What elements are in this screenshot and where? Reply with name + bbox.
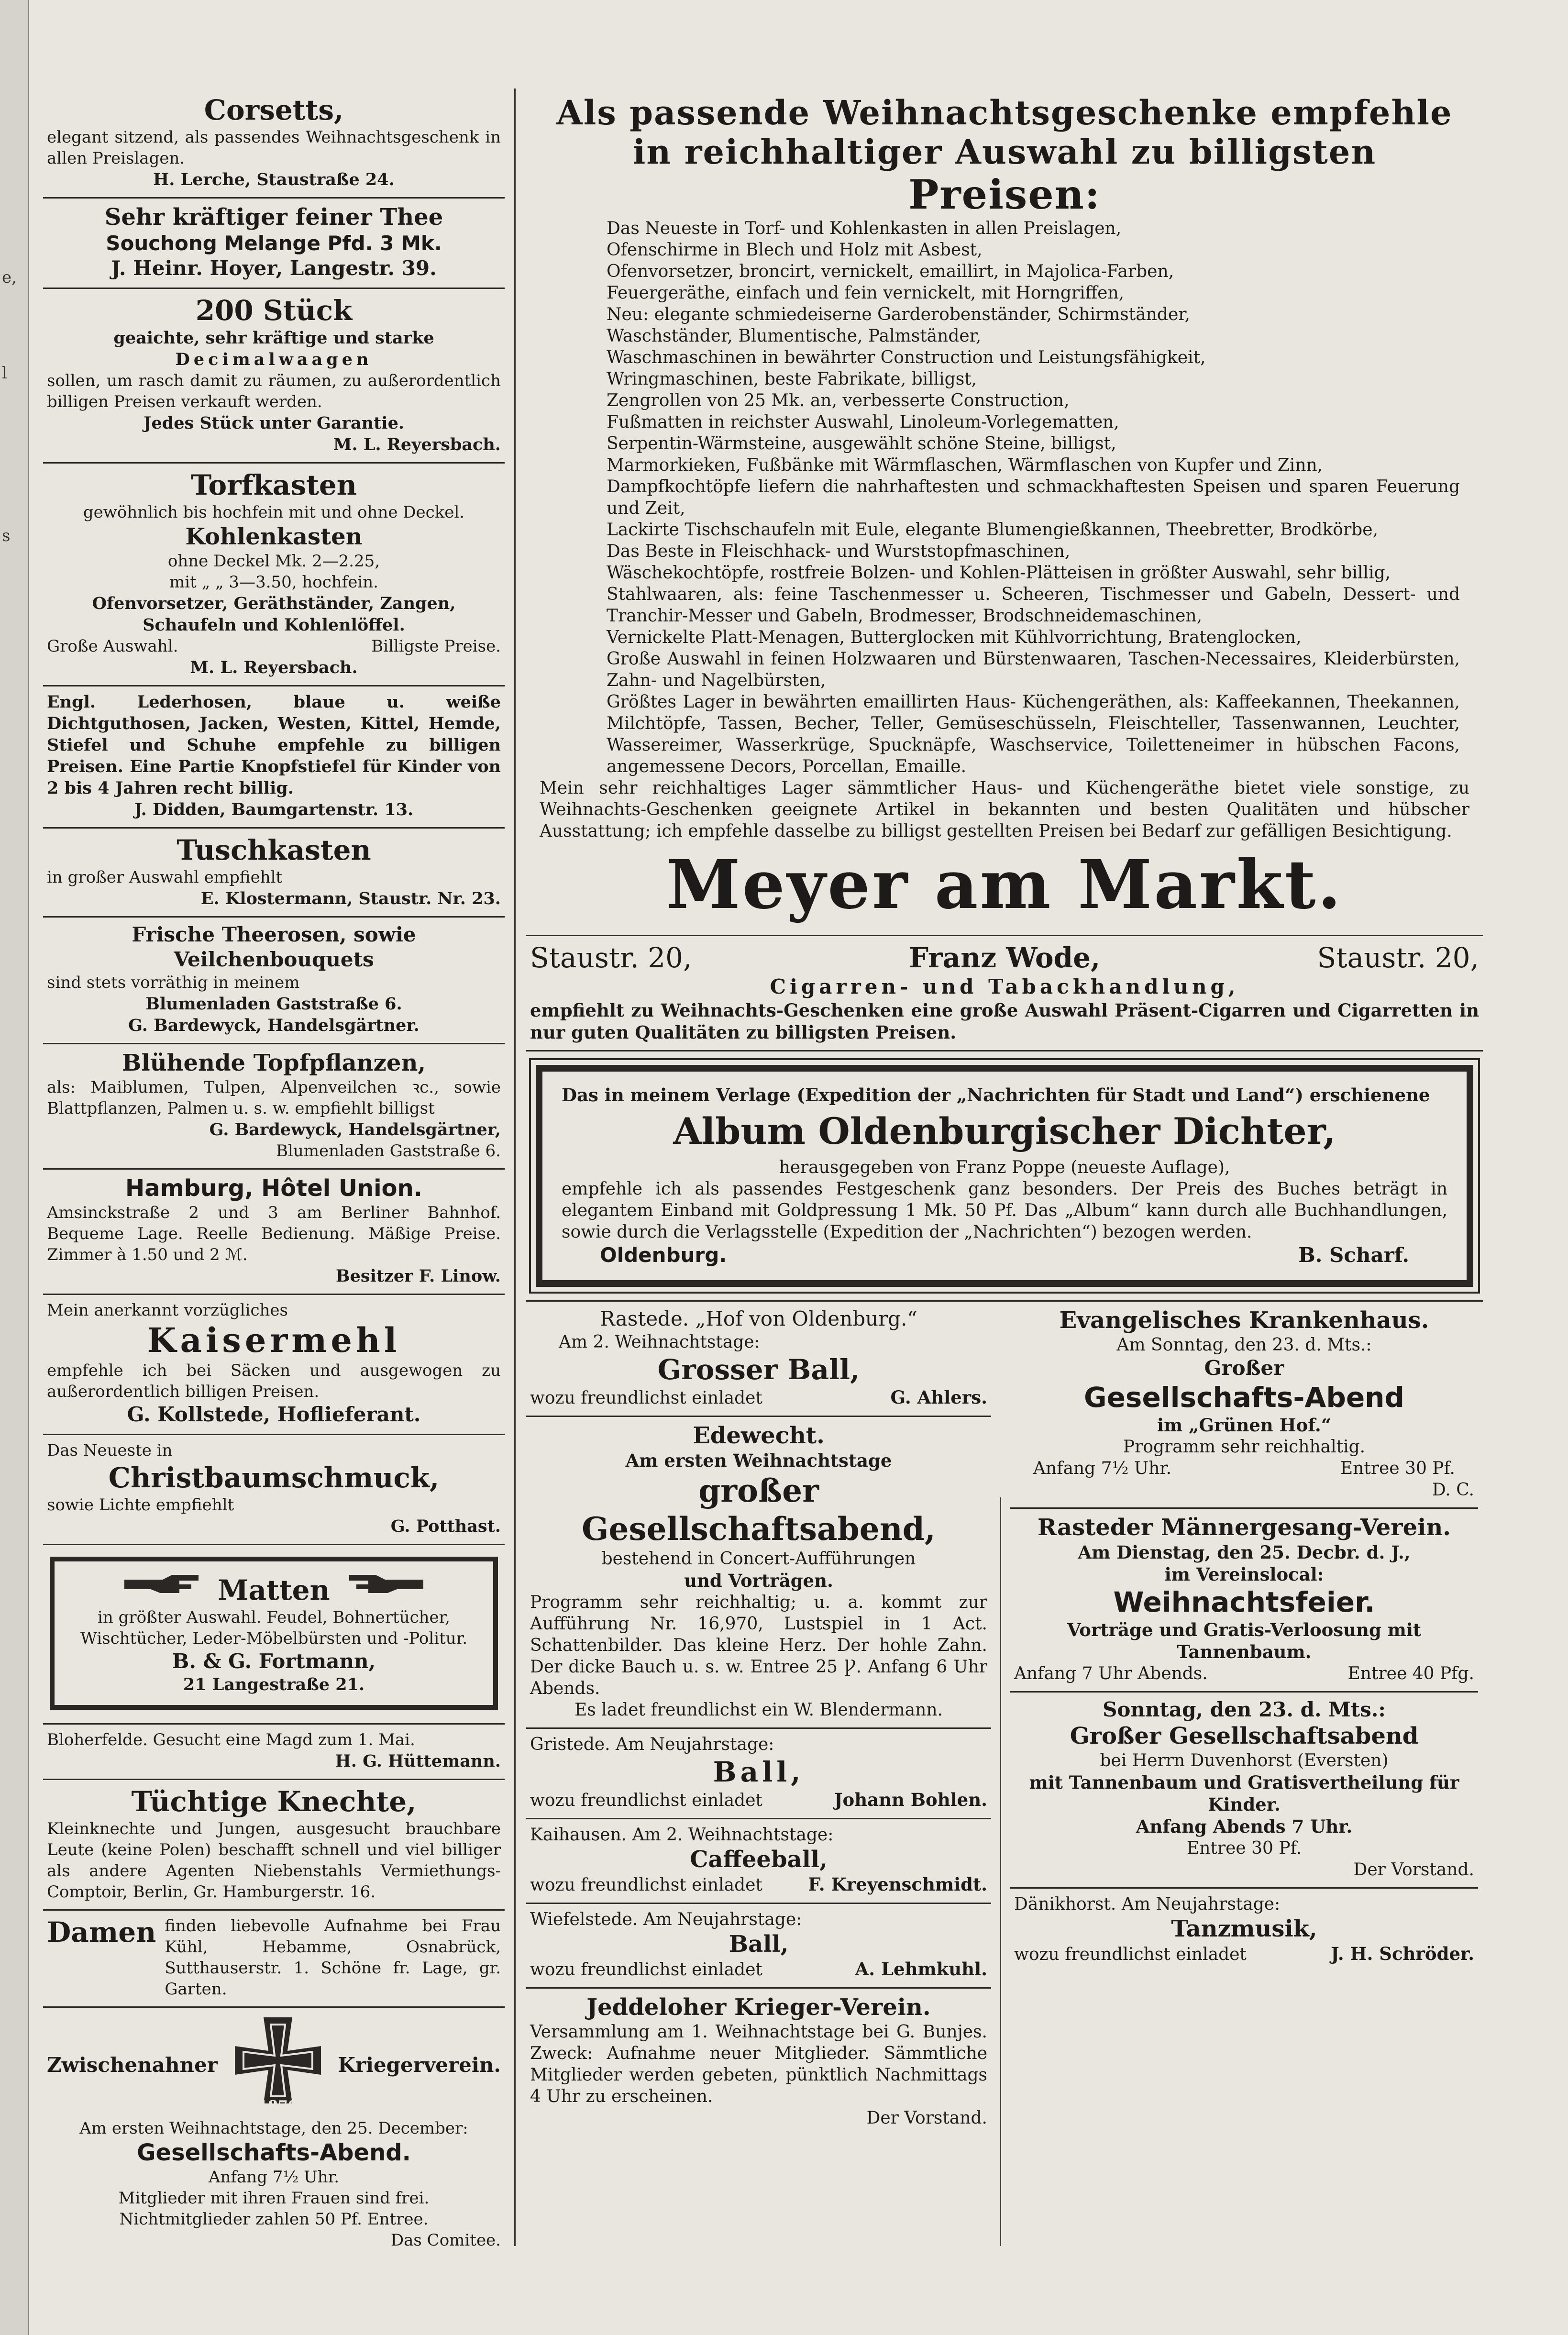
- ad-body: Engl. Lederhosen, blaue u. weiße Dichtguthosen, Jacken, Westen, Kittel, Hemde, Stiefel und Schuhe empfehle zu billigen Preisen. Eine Partie Knopfstiefel für Kinder von 2 bis 4 Jahren recht billig.: [47, 692, 501, 798]
- ad-signature: Blumenladen Gaststraße 6.: [276, 1141, 501, 1161]
- ad-title: Jeddeloher Krieger-Verein.: [586, 1994, 931, 2021]
- list-item: Ofenschirme in Blech und Holz mit Asbest,: [607, 240, 983, 260]
- ad-line: Decimalwaagen: [175, 350, 373, 369]
- ad-line: sind stets vorräthig in meinem: [47, 973, 300, 992]
- ad-line: Wiefelstede. Am Neujahrstage:: [530, 1910, 802, 1929]
- ad-line: Am Dienstag, den 25. Decbr. d. J.,: [1078, 1542, 1411, 1563]
- ad-line: Anfang 7½ Uhr.: [1033, 1459, 1172, 1478]
- list-item: Zengrollen von 25 Mk. an, verbesserte Construction,: [607, 391, 1070, 410]
- item-list: [530, 218, 1479, 777]
- ad-thee: [43, 199, 505, 289]
- ad-line: Entree 30 Pf.: [1340, 1459, 1455, 1478]
- ad-edewecht: [526, 1417, 991, 1729]
- pointing-hand-right-icon: [122, 1571, 203, 1600]
- spine-fragment: e,: [2, 268, 17, 287]
- ad-line: Entree 30 Pf.: [1186, 1838, 1302, 1858]
- pointing-hand-left-icon: [344, 1571, 426, 1600]
- ad-signature: Das Comitee.: [390, 2231, 501, 2250]
- ad-line: herausgegeben von Franz Poppe (neueste Auflage),: [779, 1158, 1230, 1177]
- ad-title: Album Oldenburgischer Dichter,: [673, 1110, 1336, 1152]
- ad-body: sollen, um rasch damit zu räumen, zu außerordentlich billigen Preisen verkauft werden.: [47, 371, 501, 411]
- events-left: [526, 1302, 1000, 2136]
- ad-line: wozu freundlichst einladet: [530, 1875, 762, 1895]
- ad-title: Sehr kräftiger feiner Thee: [104, 204, 443, 231]
- ad-line: Große Auswahl.: [47, 637, 178, 656]
- ad-line: Billigste Preise.: [371, 637, 501, 656]
- ad-title: Tuschkasten: [177, 834, 371, 866]
- ad-body: Amsinckstraße 2 und 3 am Berliner Bahnhof. Bequeme Lage. Reelle Bedienung. Mäßige Preise. Zimmer à 1.50 und 2 ℳ.: [47, 1203, 501, 1264]
- ad-title: Hamburg, Hôtel Union.: [125, 1175, 422, 1202]
- event-columns: [526, 1302, 1483, 2136]
- ad-line: und Vorträgen.: [684, 1570, 833, 1591]
- ad-knechte: [43, 1780, 505, 1911]
- ad-signature: H. Lerche, Staustraße 24.: [153, 170, 395, 189]
- ad-headline: in reichhaltiger Auswahl zu billigsten: [632, 132, 1377, 172]
- ad-title: Edewecht.: [693, 1422, 825, 1449]
- ad-line: Mein anerkannt vorzügliches: [47, 1301, 288, 1320]
- column-divider: [514, 89, 516, 2246]
- ad-krankenhaus: [1010, 1302, 1478, 1509]
- ad-subtitle: Cigarren- und Tabackhandlung,: [770, 975, 1239, 998]
- ad-title: Gesellschafts-Abend: [1083, 1381, 1404, 1414]
- ad-theerosen: [43, 918, 505, 1044]
- ad-title: Tanzmusik,: [1171, 1915, 1317, 1942]
- list-item: Wringmaschinen, beste Fabrikate, billigst,: [607, 369, 977, 389]
- ad-line: ohne Deckel Mk. 2—2.25,: [167, 552, 380, 571]
- ad-title: Christbaumschmuck,: [108, 1461, 440, 1494]
- ad-line: Programm sehr reichhaltig.: [1123, 1437, 1366, 1457]
- list-item: Das Beste in Fleischhack- und Wurststopfmaschinen,: [607, 542, 1071, 561]
- ad-line: bestehend in Concert-Aufführungen: [601, 1549, 916, 1569]
- ad-magd: [43, 1725, 505, 1780]
- list-item: Waschständer, Blumentische, Palmständer,: [607, 326, 982, 346]
- ad-title: 200 Stück: [195, 294, 353, 327]
- ad-tuschkasten: [43, 829, 505, 918]
- ad-signature: G. Kollstede, Hoflieferant.: [127, 1403, 421, 1426]
- list-item: Lackirte Tischschaufeln mit Eule, elegante Blumengießkannen, Theebretter, Brodkörbe,: [607, 520, 1378, 540]
- ad-waagen: [43, 289, 505, 464]
- ad-title: Corsetts,: [204, 94, 344, 126]
- ad-signature: Johann Bohlen.: [834, 1789, 987, 1810]
- events-right: [1000, 1302, 1478, 2136]
- list-item: Waschmaschinen in bewährter Construction und Leistungsfähigkeit,: [607, 348, 1206, 367]
- ad-body: empfiehlt zu Weihnachts-Geschenken eine große Auswahl Präsent-Cigarren und Cigarretten in nur guten Qualitäten zu billigsten Preisen.: [530, 1000, 1479, 1043]
- ad-title: großer Gesellschaftsabend,: [582, 1472, 936, 1548]
- ad-address: Staustr. 20,: [530, 941, 692, 974]
- ad-daenikhorst-tanzmusik: [1010, 1889, 1478, 1972]
- ad-title: Damen: [47, 1916, 156, 1948]
- ad-kriegerverein: [43, 2008, 505, 2258]
- ad-line: Am ersten Weihnachtstage, den 25. December:: [79, 2119, 468, 2138]
- ad-signature: Es ladet freundlichst ein W. Blendermann.: [574, 1700, 943, 1720]
- ad-meyer-am-markt: [526, 89, 1483, 936]
- ad-headline: Preisen:: [908, 171, 1101, 218]
- list-item: Große Auswahl in feinen Holzwaaren und Bürstenwaaren, Taschen-Necessaires, Kleiderbürsten, Zahn- und Nagelbürsten,: [607, 649, 1460, 690]
- ad-line: Großer: [1204, 1356, 1284, 1380]
- ad-signature: Der Vorstand.: [866, 2108, 987, 2128]
- ad-line: Rastede. „Hof von Oldenburg.“: [600, 1307, 917, 1330]
- ad-corsetts: [43, 89, 505, 199]
- ad-title: Caffeeball,: [690, 1846, 828, 1873]
- ad-line: Das in meinem Verlage (Expedition der „Nachrichten für Stadt und Land“) erschienene: [562, 1085, 1430, 1106]
- list-item: Wäschekochtöpfe, rostfreie Bolzen- und Kohlen-Plätteisen in größter Auswahl, sehr billig,: [607, 563, 1391, 583]
- ad-gristede-ball: [526, 1729, 991, 1819]
- ad-body: Kleinknechte und Jungen, ausgesucht brauchbare Leute (keine Polen) beschafft schnell und viel billiger als andere Agenten Niebenstahls Vermiethungs-Comptoir, Berlin, Gr. Hamburgerstr. 16.: [47, 1819, 501, 1902]
- ad-gesellschaftsabend-sonntag: [1010, 1693, 1478, 1889]
- ad-body: empfehle ich bei Säcken und ausgewogen zu außerordentlich billigen Preisen.: [47, 1361, 501, 1401]
- spine-fragment: s: [2, 526, 11, 545]
- ad-title: Franz Wode,: [908, 941, 1101, 974]
- ad-line: Entree 40 Pfg.: [1347, 1664, 1474, 1683]
- ad-title: Rasteder Männergesang-Verein.: [1038, 1514, 1451, 1541]
- ad-line: Jedes Stück unter Garantie.: [143, 413, 405, 433]
- ad-line: wozu freundlichst einladet: [1014, 1945, 1247, 1964]
- ad-closing: Mein sehr reichhaltiges Lager sämmtlicher Haus- und Küchengeräthe bietet viele sonstige, zu Weihnachts-Geschenken geeignete Artikel in bekannten und besten Qualitäten und hübscher Ausstattung; ich empfehle dasselbe zu billigst gestellten Preisen bei Bedarf zur gefälligen Besichtigung.: [540, 778, 1469, 841]
- ad-body: Versammlung am 1. Weihnachtstage bei G. Bunjes. Zweck: Aufnahme neuer Mitglieder. Sämmtliche Mitglieder werden gebeten, pünktlich Nachmittags 4 Uhr zu erscheinen.: [530, 2022, 987, 2106]
- ad-line: wozu freundlichst einladet: [530, 1960, 762, 1980]
- ad-signature: G. Potthast.: [390, 1516, 501, 1536]
- ad-matten: [43, 1545, 505, 1725]
- ad-title: Matten: [218, 1574, 330, 1606]
- list-item: Ofenvorsetzer, broncirt, vernickelt, emaillirt, in Majolica-Farben,: [607, 262, 1174, 281]
- ad-signature: F. Kreyenschmidt.: [808, 1874, 987, 1895]
- ad-signature: G. Bardewyck, Handelsgärtner.: [128, 1016, 420, 1035]
- ad-signature: E. Klostermann, Staustr. Nr. 23.: [200, 889, 501, 908]
- ad-line: Nichtmitglieder zahlen 50 Pf. Entree.: [119, 2210, 429, 2229]
- ad-line: Am 2. Weihnachtstage:: [559, 1332, 760, 1352]
- ad-line: Anfang Abends 7 Uhr.: [1136, 1816, 1353, 1837]
- ad-title: Zwischenahner: [47, 2053, 218, 2077]
- ad-line: Dänikhorst. Am Neujahrstage:: [1014, 1894, 1281, 1914]
- ad-title: Torfkasten: [191, 469, 357, 501]
- ad-headline: Als passende Weihnachtsgeschenke empfehle: [556, 93, 1453, 133]
- ad-address: 21 Langestraße 21.: [183, 1675, 365, 1694]
- ad-body: als: Maiblumen, Tulpen, Alpenveilchen ꝛc., sowie Blattpflanzen, Palmen u. s. w. empfiehlt billigst: [47, 1078, 501, 1118]
- ad-title: Kohlenkasten: [185, 523, 363, 550]
- ad-signature: A. Lehmkuhl.: [855, 1959, 987, 1980]
- ad-kaihausen-caffeeball: [526, 1819, 991, 1904]
- ad-line: sowie Lichte empfiehlt: [47, 1495, 234, 1515]
- ad-signature: Meyer am Markt.: [666, 846, 1343, 924]
- ad-body: in größter Auswahl. Feudel, Bohnertücher, Wischtücher, Leder-Möbelbürsten und -Politur.: [80, 1608, 468, 1648]
- ad-title: Frische Theerosen, sowie Veilchenbouquets: [132, 923, 416, 971]
- ad-signature: H. G. Hüttemann.: [335, 1751, 501, 1771]
- list-item: Dampfkochtöpfe liefern die nahrhaftesten und schmackhaftesten Speisen und sparen Feuerung und Zeit,: [607, 477, 1460, 518]
- list-item: Marmorkieken, Fußbänke mit Wärmflaschen, Wärmflaschen von Kupfer und Zinn,: [607, 455, 1323, 475]
- ad-place: Oldenburg.: [600, 1243, 727, 1267]
- list-item: Fußmatten in reichster Auswahl, Linoleum-Vorlegematten,: [607, 412, 1119, 432]
- ad-title: Blühende Topfpflanzen,: [121, 1050, 426, 1076]
- ad-signature: Besitzer F. Linow.: [336, 1266, 501, 1286]
- ad-wiefelstede-ball: [526, 1904, 991, 1989]
- list-item: Neu: elegante schmiedeiserne Garderobenständer, Schirmständer,: [607, 305, 1190, 324]
- list-item: Vernickelte Platt-Menagen, Butterglocken mit Kühlvorrichtung, Bratenglocken,: [607, 628, 1302, 647]
- list-item: Das Neueste in Torf- und Kohlenkasten in allen Preislagen,: [607, 219, 1122, 238]
- ad-line: Am Sonntag, den 23. d. Mts.:: [1116, 1335, 1372, 1355]
- ad-title: Weihnachtsfeier.: [1113, 1586, 1375, 1618]
- ad-signature: J. Heinr. Hoyer, Langestr. 39.: [111, 256, 437, 280]
- ad-line: mit Tannenbaum und Gratisvertheilung für Kinder.: [1029, 1772, 1459, 1815]
- ad-address: Staustr. 20,: [1317, 941, 1479, 974]
- list-item: Größtes Lager in bewährten emaillirten Haus- Küchengeräthen, als: Kaffeekannen, Theekannen, Milchtöpfe, Tassen, Becher, Teller, Gemüseschüsseln, Fleischteller, Tassenwannen, Leuchter, Wassereimer, Wasserkrüge, Spucknäpfe, Waschservice, Toiletteneimer in hübschen Facons, angemessene Decors, Porcellan, Emaille.: [607, 692, 1460, 776]
- ad-signature: J. H. Schröder.: [1331, 1943, 1474, 1964]
- ad-line: Gristede. Am Neujahrstage:: [530, 1735, 774, 1754]
- ad-title: Ball,: [729, 1931, 789, 1958]
- ad-line: in großer Auswahl empfiehlt: [47, 868, 283, 887]
- ad-line: Mitglieder mit ihren Frauen sind frei.: [118, 2189, 430, 2208]
- iron-cross-emblem-icon: [225, 2013, 331, 2118]
- ad-title: Kaisermehl: [147, 1320, 401, 1360]
- ad-lederhosen: [43, 686, 505, 829]
- ad-line: wozu freundlichst einladet: [530, 1388, 762, 1408]
- list-item: Stahlwaaren, als: feine Taschenmesser u. Scheeren, Tischmesser und Gabeln, Dessert- und Tranchir-Messer und Gabeln, Brodmesser, Brodschneidemaschinen,: [607, 585, 1460, 626]
- ad-torfkasten: [43, 464, 505, 686]
- list-item: Serpentin-Wärmsteine, ausgewählt schöne Steine, billigst,: [607, 434, 1116, 454]
- ad-signature: J. Didden, Baumgartenstr. 13.: [134, 800, 414, 819]
- ad-line: Vorträge und Gratis-Verloosung mit Tannenbaum.: [1067, 1619, 1422, 1662]
- ad-line: Blumenladen Gaststraße 6.: [145, 994, 402, 1014]
- ad-line: wozu freundlichst einladet: [530, 1791, 762, 1810]
- ad-signature: Der Vorstand.: [1353, 1860, 1474, 1880]
- ad-line: Kaihausen. Am 2. Weihnachtstage:: [530, 1825, 834, 1845]
- ad-signature: G. Bardewyck, Handelsgärtner,: [209, 1120, 501, 1140]
- ad-rastede-ball: [526, 1302, 991, 1417]
- ad-title: Tüchtige Knechte,: [131, 1785, 417, 1818]
- ad-title: Evangelisches Krankenhaus.: [1059, 1307, 1429, 1334]
- ad-signature: B. Scharf.: [1298, 1243, 1409, 1267]
- ad-signature: M. L. Reyersbach.: [190, 658, 358, 677]
- ad-topfpflanzen: [43, 1044, 505, 1170]
- ad-price: Souchong Melange Pfd. 3 Mk.: [106, 232, 442, 255]
- ad-jeddeloh-kriegerverein: [526, 1989, 991, 2136]
- ad-line: Ofenvorsetzer, Geräthständer, Zangen, Schaufeln und Kohlenlöffel.: [92, 594, 456, 635]
- ad-body: finden liebevolle Aufnahme bei Frau Kühl, Hebamme, Osnabrück, Sutthauserstr. 1. Schöne fr. Lage, gr. Garten.: [165, 1916, 501, 1999]
- ad-franz-wode: [526, 936, 1483, 1051]
- ad-line: mit „ „ 3—3.50, hochfein.: [169, 573, 378, 592]
- ad-album: [526, 1065, 1483, 1302]
- ad-body: empfehle ich als passendes Festgeschenk ganz besonders. Der Preis des Buches beträgt in elegantem Einband mit Goldpressung 1 Mk. 50 Pf. Das „Album“ kann durch alle Buchhandlungen, sowie durch die Verlagsstelle (Expedition der „Nachrichten“) bezogen werden.: [562, 1179, 1447, 1242]
- ad-line: Bloherfelde. Gesucht eine Magd zum 1. Mai.: [47, 1730, 415, 1749]
- ad-body: Programm sehr reichhaltig; u. a. kommt zur Aufführung Nr. 16,970, Lustspiel in 1 Act. Schattenbilder. Das kleine Herz. Der hohle Zahn. Der dicke Bauch u. s. w. Entree 25 Ꝩ. Anfang 6 Uhr Abends.: [530, 1593, 987, 1698]
- right-column: [526, 89, 1483, 2136]
- ad-title: Großer Gesellschaftsabend: [1070, 1723, 1419, 1749]
- ad-christbaumschmuck: [43, 1435, 505, 1545]
- ad-kaisermehl: [43, 1295, 505, 1435]
- left-column: [43, 89, 505, 2258]
- ad-signature: D. C.: [1432, 1480, 1474, 1500]
- ad-maennergesang: [1010, 1509, 1478, 1693]
- ad-line: Anfang 7 Uhr Abends.: [1014, 1664, 1208, 1683]
- list-item: Feuergeräthe, einfach und fein vernickelt, mit Horngriffen,: [607, 283, 1125, 303]
- ad-title: Gesellschafts-Abend.: [137, 2139, 411, 2166]
- ad-line: im Vereinslocal:: [1164, 1564, 1324, 1585]
- adjacent-page-spine: [0, 0, 29, 2335]
- ad-line: geaichte, sehr kräftige und starke: [113, 328, 434, 348]
- ad-line: bei Herrn Duvenhorst (Eversten): [1100, 1751, 1389, 1771]
- ad-line: Am ersten Weihnachtstage: [625, 1450, 892, 1471]
- ad-line: Das Neueste in: [47, 1441, 173, 1460]
- ad-line: gewöhnlich bis hochfein mit und ohne Deckel.: [83, 503, 465, 522]
- ad-title: Grosser Ball,: [657, 1353, 860, 1386]
- ad-line: Sonntag, den 23. d. Mts.:: [1103, 1698, 1386, 1721]
- ad-hotel-union: [43, 1170, 505, 1295]
- spine-fragment: l: [2, 364, 7, 383]
- ad-body: elegant sitzend, als passendes Weihnachtsgeschenk in allen Preislagen.: [47, 128, 501, 168]
- ad-title: Kriegerverein.: [338, 2053, 501, 2077]
- ad-title: Ball,: [713, 1756, 805, 1788]
- ad-line: Anfang 7½ Uhr.: [208, 2168, 340, 2187]
- ad-line: im „Grünen Hof.“: [1157, 1415, 1331, 1436]
- emblem-year: 1870: [257, 2098, 298, 2114]
- ad-damen: [43, 1911, 505, 2008]
- ad-signature: G. Ahlers.: [890, 1387, 987, 1408]
- ad-signature: B. & G. Fortmann,: [172, 1649, 376, 1673]
- ad-signature: M. L. Reyersbach.: [333, 435, 501, 454]
